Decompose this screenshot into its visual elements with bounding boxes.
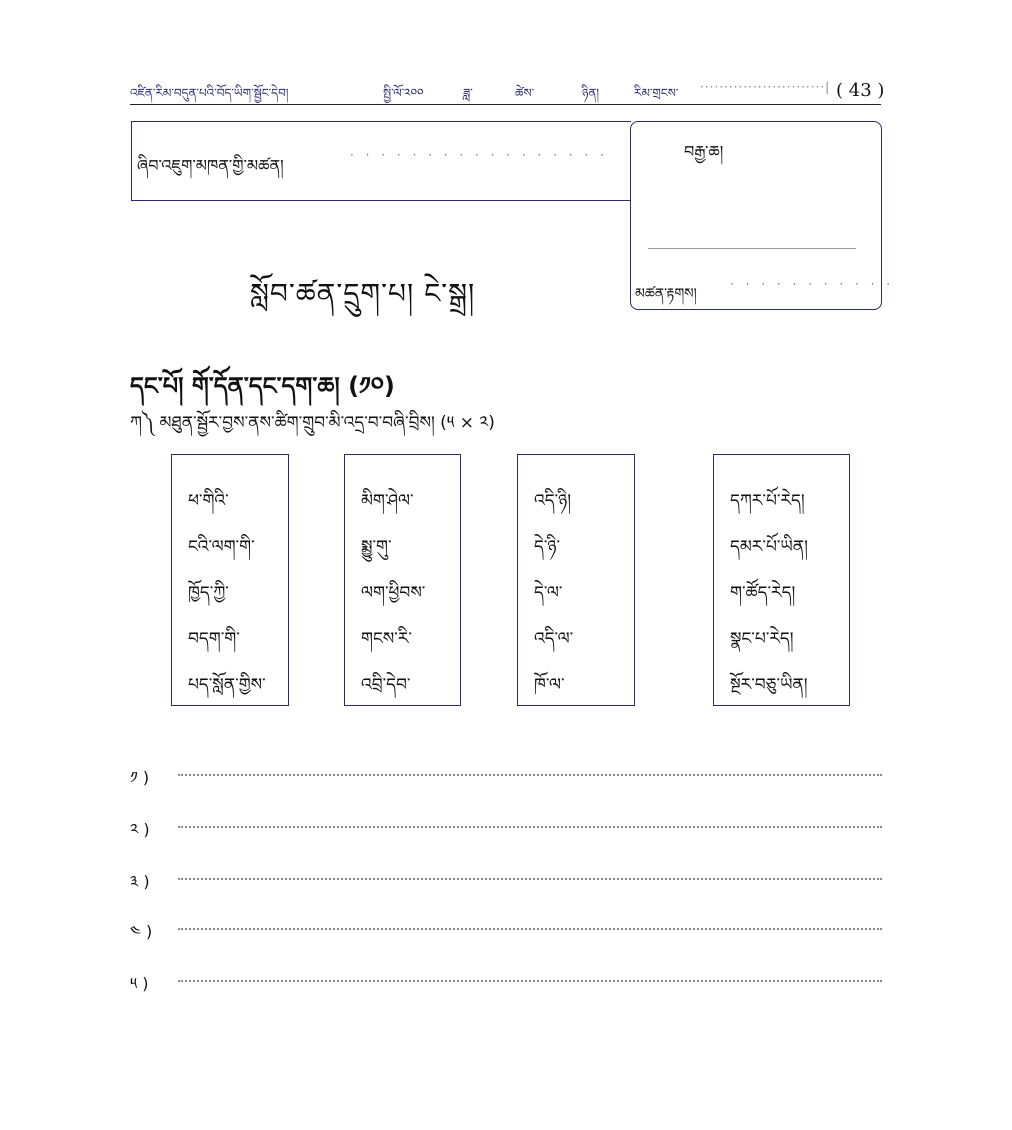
word-column-4	[713, 454, 850, 706]
date-label: ཚེས་	[515, 86, 535, 100]
exercise-instruction: ཀ༽ མཐུན་སྦྱོར་བྱས་ནས་ཚིག་གྲུབ་མི་འདྲ་བ་བཞི་བྲིས། (༥ × ༢)	[130, 413, 495, 433]
word-item: ཁོ་ལ་	[534, 675, 565, 695]
word-item: ངའི་ལག་གི་	[188, 537, 255, 557]
answer-dotted-line[interactable]	[178, 928, 882, 930]
answer-line-1[interactable]	[130, 760, 882, 787]
year-label: སྤྱི་ལོ་༢༠༠	[383, 86, 424, 100]
header-divider	[130, 104, 881, 105]
word-item: ཕ་གིའི་	[188, 491, 229, 511]
word-item: སྨྱུ་གུ་	[361, 537, 392, 557]
section-title: དང་པོ། གོ་དོན་དང་དག་ཆ། (༡༠)	[130, 372, 395, 400]
word-item: པད་སློན་གྱིས་	[188, 675, 266, 695]
word-item: སྔོར་བཅུ་ཡིན།	[730, 675, 808, 695]
answer-dotted-line[interactable]	[178, 878, 882, 880]
name-field-label: ཞིབ་འཇུག་མཁན་གྱི་མཚན།	[137, 156, 284, 175]
word-item: མིག་ཤེལ་	[361, 491, 414, 511]
score-divider	[648, 248, 856, 249]
word-item: དཀར་པོ་རེད།	[730, 491, 805, 511]
signature-label: མཚན་རྟགས།	[635, 286, 697, 302]
word-item: སྣང་པ་རེད།	[730, 629, 794, 649]
answer-line-5[interactable]	[130, 966, 882, 993]
answer-number: ༤ )	[130, 922, 153, 941]
answer-dotted-line[interactable]	[178, 774, 882, 776]
word-item: ཁྱོད་ཀྱི་	[188, 583, 229, 603]
word-column-3	[517, 454, 635, 706]
page-number: ( 43 )	[836, 80, 885, 101]
score-label: བརྒྱ་ཆ།	[684, 142, 724, 161]
answer-line-2[interactable]	[130, 812, 882, 839]
word-item: ལག་ཕྱིབས་	[361, 583, 426, 603]
word-item: འབྲི་དེབ་	[361, 675, 411, 695]
word-item: དེ་ལ་	[534, 583, 563, 603]
answer-number: ༡ )	[130, 768, 150, 787]
answer-line-3[interactable]	[130, 864, 882, 891]
word-item: བདག་གི་	[188, 629, 240, 649]
answer-line-4[interactable]	[130, 914, 882, 941]
word-item: འདི་ལ་	[534, 629, 574, 649]
word-column-1	[171, 454, 289, 706]
signature-dots[interactable]: · · · · · · · · · · ·	[730, 277, 895, 291]
word-item: དེ་ཉི་	[534, 537, 561, 557]
class-field-dots: ··························|	[700, 80, 831, 94]
word-item: གངས་རི་	[361, 629, 412, 649]
answer-number: ༢ )	[130, 820, 150, 839]
word-item: འདི་ཉི།	[534, 491, 571, 511]
class-label: རིམ་གྲངས་	[634, 86, 679, 100]
answer-number: ༣ )	[130, 872, 150, 891]
book-title: འཛིན་རིམ་བདུན་པའི་བོད་ཡིག་སྦྱོང་དེབ།	[130, 86, 289, 100]
day-label: ཉིན།	[582, 86, 600, 100]
word-column-2	[344, 454, 461, 706]
month-label: ཟླ་	[463, 86, 473, 100]
answer-number: ༥ )	[130, 974, 149, 993]
word-item: ག་ཚོད་རེད།	[730, 583, 796, 603]
word-item: དམར་པོ་ཡིན།	[730, 537, 808, 557]
name-field-dots[interactable]: · · · · · · · · · · · · · · · · ·	[350, 148, 608, 162]
answer-dotted-line[interactable]	[178, 826, 882, 828]
answer-dotted-line[interactable]	[178, 980, 882, 982]
lesson-title: སློབ་ཚན་དྲུག་པ། ངེ་སྒྲ།	[250, 277, 476, 310]
